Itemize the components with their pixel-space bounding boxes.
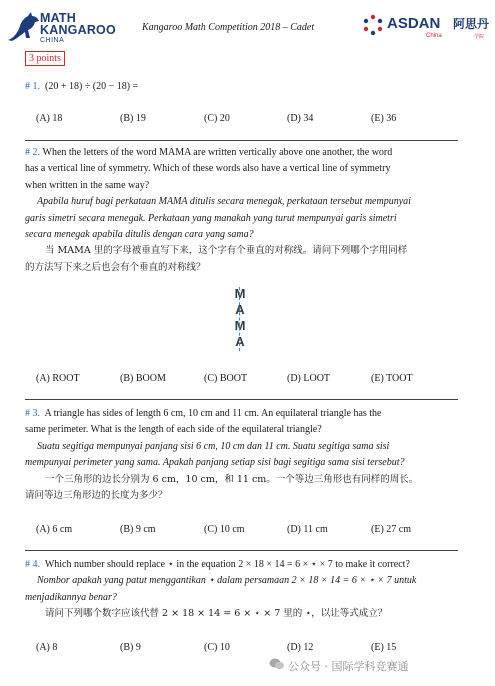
wechat-icon bbox=[269, 656, 285, 672]
points-badge: 3 points bbox=[25, 51, 65, 66]
option-a[interactable]: (A) 8 bbox=[36, 642, 58, 653]
question-text-ms: mempunyai perimeter yang sama. Apakah panjang setiap sisi bagi segitiga sama sisi tersebut? bbox=[25, 457, 405, 469]
question-number: # 3. bbox=[25, 408, 40, 419]
question-number: # 1. bbox=[25, 81, 40, 92]
option-a[interactable]: (A) 6 cm bbox=[36, 524, 73, 535]
option-c[interactable]: (C) 20 bbox=[204, 113, 230, 124]
page-header bbox=[0, 0, 495, 50]
option-d[interactable]: (D) 34 bbox=[287, 113, 314, 124]
mama-letter: M bbox=[234, 286, 246, 301]
option-c[interactable]: (C) 10 bbox=[204, 642, 230, 653]
mama-figure bbox=[232, 287, 248, 351]
question-text-cn: 当 MAMA 里的字母被垂直写下来，这个字有个垂直的对称线。请问下列哪个字用同样 bbox=[45, 245, 408, 257]
logo-line-math: MATH bbox=[40, 11, 76, 25]
option-d[interactable]: (D) LOOT bbox=[287, 373, 331, 384]
option-c[interactable]: (C) BOOT bbox=[204, 373, 248, 384]
question-text-en: has a vertical line of symmetry. Which of these words also have a vertical line of symmetry bbox=[25, 163, 391, 175]
question-number: # 2. bbox=[25, 147, 40, 158]
option-d[interactable]: (D) 12 bbox=[287, 642, 314, 653]
math-kangaroo-wordmark bbox=[40, 12, 116, 45]
option-e[interactable]: (E) 27 cm bbox=[371, 524, 411, 535]
question-text-cn: 的方法写下来之后也会有个垂直的对称线？ bbox=[25, 261, 206, 273]
question-text-en: Which number should replace ⋆ in the equation 2 × 18 × 14 = 6 × ⋆ × 7 to make it correct? bbox=[44, 559, 410, 570]
divider bbox=[25, 550, 458, 551]
symmetry-axis bbox=[239, 287, 240, 351]
question-text-en: A triangle has sides of length 6 cm, 10 cm and 11 cm. An equilateral triangle has the bbox=[44, 408, 382, 419]
question-text-en: (20 + 18) ÷ (20 − 18) = bbox=[45, 81, 139, 92]
option-b[interactable]: (B) 19 bbox=[120, 113, 146, 124]
question-text-ms: Apabila huruf bagi perkataan MAMA ditulis secara menegak, perkataan tersebut mempunyai bbox=[37, 196, 411, 208]
question-text-cn: 一个三角形的边长分别为 6 cm，10 cm，和 11 cm。一个等边三角形也有同样的周长。 bbox=[45, 473, 419, 485]
question-text-ms: garis simetri secara menegak. Perkataan yang manakah yang turut mempunyai garis simetri bbox=[25, 212, 397, 224]
question-text-ms: secara menegak apabila ditulis dengan cara yang sama? bbox=[25, 229, 254, 241]
question-3 bbox=[25, 406, 457, 504]
question-text-ms: Suatu segitiga mempunyai panjang sisi 6 cm, 10 cm dan 11 cm. Suatu segitiga sama sisi bbox=[37, 440, 390, 452]
question-text-ms: Nombor apakah yang patut menggantikan ⋆ dalam persamaan 2 × 18 × 14 = 6 × ⋆ × 7 untuk bbox=[37, 575, 417, 587]
asdan-logo bbox=[362, 12, 492, 42]
option-b[interactable]: (B) BOOM bbox=[120, 373, 166, 384]
question-text-ms: menjadikannya benar? bbox=[25, 591, 117, 603]
asdan-chinese-name: 阿思丹 bbox=[453, 17, 490, 31]
question-text-en: When the letters of the word MAMA are written vertically above one another, the word bbox=[42, 147, 393, 158]
competition-title: Kangaroo Math Competition 2018 – Cadet bbox=[142, 22, 315, 33]
option-c[interactable]: (C) 10 cm bbox=[204, 524, 245, 535]
option-a[interactable]: (A) 18 bbox=[36, 113, 63, 124]
option-e[interactable]: (E) 15 bbox=[371, 642, 397, 653]
option-b[interactable]: (B) 9 cm bbox=[120, 524, 156, 535]
asdan-mark-icon bbox=[362, 14, 384, 36]
mama-letter: A bbox=[235, 302, 245, 317]
option-e[interactable]: (E) TOOT bbox=[371, 373, 413, 384]
asdan-china-label: China bbox=[426, 33, 442, 39]
watermark: 公众号 · 国际学科竞赛通 bbox=[288, 660, 409, 673]
question-text-en: when written in the same way? bbox=[25, 179, 150, 191]
option-e[interactable]: (E) 36 bbox=[371, 113, 397, 124]
logo-line-china: CHINA bbox=[40, 37, 65, 44]
divider bbox=[25, 399, 458, 400]
option-b[interactable]: (B) 9 bbox=[120, 642, 141, 653]
mama-letter: A bbox=[235, 334, 245, 349]
math-kangaroo-logo bbox=[4, 8, 124, 46]
divider bbox=[25, 140, 458, 141]
question-number: # 4. bbox=[25, 559, 40, 570]
option-a[interactable]: (A) ROOT bbox=[36, 373, 80, 384]
asdan-college-label: 学院 bbox=[474, 34, 485, 40]
question-4 bbox=[25, 557, 457, 623]
option-d[interactable]: (D) 11 cm bbox=[287, 524, 328, 535]
question-1 bbox=[25, 79, 457, 95]
kangaroo-icon bbox=[4, 10, 44, 44]
question-text-cn: 请问等边三角形边的长度为多少？ bbox=[25, 490, 168, 502]
question-text-en: same perimeter. What is the length of each side of the equilateral triangle? bbox=[25, 424, 322, 436]
logo-line-kangaroo: KANGAROO bbox=[40, 23, 116, 37]
asdan-wordmark: ASDAN bbox=[387, 15, 441, 32]
question-2 bbox=[25, 145, 457, 276]
mama-letter: M bbox=[234, 318, 246, 333]
question-text-cn: 请问下列哪个数字应该代替 2 × 18 × 14 = 6 × ⋆ × 7 里的 ⋆，以让等式成立？ bbox=[45, 608, 388, 620]
